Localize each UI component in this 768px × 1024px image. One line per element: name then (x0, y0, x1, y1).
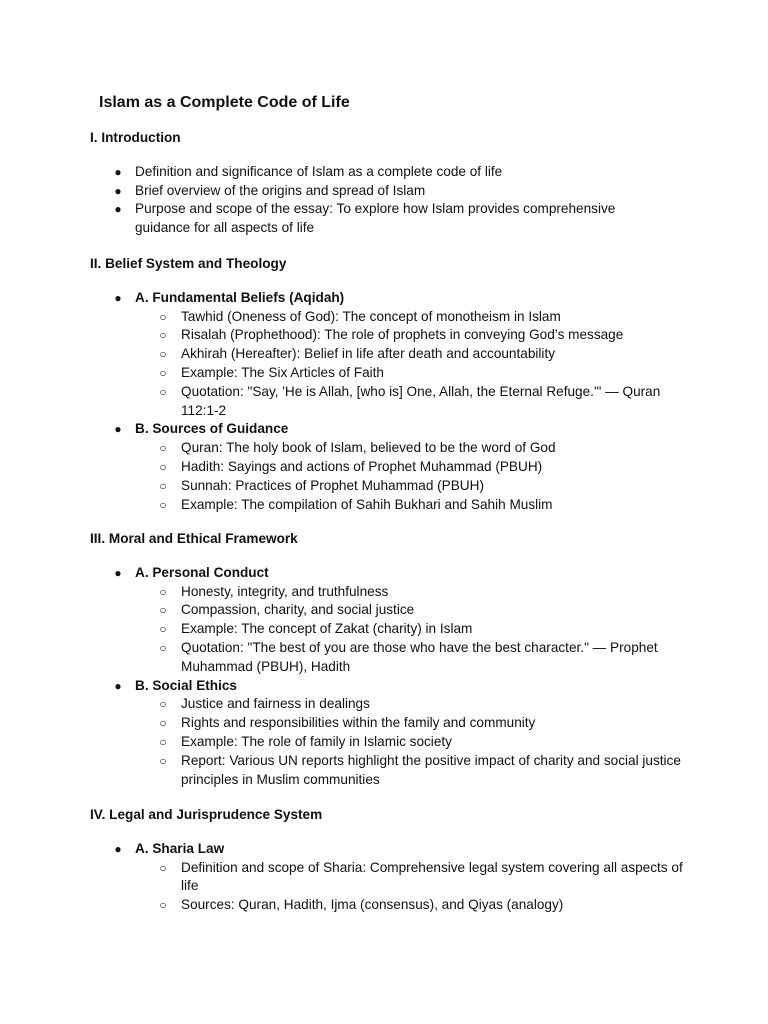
section-heading: I. Introduction (90, 130, 181, 145)
sub-list-item-text: Tawhid (Oneness of God): The concept of monotheism in Islam (181, 308, 561, 324)
sub-list-item (90, 583, 690, 602)
list-item (90, 200, 690, 238)
sub-list-item-text: Risalah (Prophethood): The role of prophets in conveying God’s message (181, 327, 624, 343)
filled-bullet-icon: ● (114, 678, 122, 693)
filled-bullet-icon: ● (114, 202, 122, 217)
filled-bullet-icon: ● (114, 183, 122, 198)
sub-list-item (90, 383, 690, 421)
sub-list-item-text: Rights and responsibilities within the family and community (181, 715, 536, 731)
sub-list-item-text: Quotation: "The best of you are those who have the best character." — Prophet Muhammad (PBUH), Hadith (181, 639, 658, 674)
list-item (90, 420, 690, 439)
sub-list-item (90, 896, 690, 915)
list-item (90, 564, 690, 583)
sub-list-item-text: Definition and scope of Sharia: Comprehensive legal system covering all aspects of life (181, 859, 683, 894)
filled-bullet-icon: ● (114, 290, 122, 305)
bullet-list (90, 289, 690, 515)
sub-list-item-text: Sunnah: Practices of Prophet Muhammad (PBUH) (181, 477, 484, 493)
hollow-bullet-icon: ○ (159, 860, 167, 875)
sub-list-item (90, 308, 690, 327)
sub-list-item-text: Quotation: "Say, 'He is Allah, [who is] One, Allah, the Eternal Refuge.'" — Quran 112:1-2 (181, 383, 661, 418)
section-legal-system (90, 806, 690, 915)
hollow-bullet-icon: ○ (159, 497, 167, 512)
subsection-label: A. Sharia Law (135, 840, 225, 856)
sub-list-item-text: Sources: Quran, Hadith, Ijma (consensus), and Qiyas (analogy) (181, 897, 564, 913)
subsection-label: B. Social Ethics (135, 677, 237, 693)
list-item (90, 840, 690, 859)
sub-list-item (90, 752, 690, 790)
list-item-text: Brief overview of the origins and spread of Islam (135, 182, 426, 198)
sub-list-item-text: Report: Various UN reports highlight the positive impact of charity and social justice principles in Muslim communities (181, 752, 681, 787)
sub-list-item (90, 859, 690, 897)
hollow-bullet-icon: ○ (159, 328, 167, 343)
sub-list-item-text: Hadith: Sayings and actions of Prophet Muhammad (PBUH) (181, 458, 543, 474)
sub-list-item (90, 345, 690, 364)
hollow-bullet-icon: ○ (159, 898, 167, 913)
list-item (90, 677, 690, 696)
sub-list-item (90, 733, 690, 752)
sub-list-item (90, 326, 690, 345)
document-title: Islam as a Complete Code of Life (99, 94, 350, 111)
sub-list-item (90, 477, 690, 496)
filled-bullet-icon: ● (114, 422, 122, 437)
hollow-bullet-icon: ○ (159, 384, 167, 399)
sub-list-item (90, 458, 690, 477)
sub-list-item-text: Akhirah (Hereafter): Belief in life after death and accountability (181, 346, 556, 362)
sub-list-item-text: Example: The Six Articles of Faith (181, 364, 384, 380)
filled-bullet-icon: ● (114, 164, 122, 179)
sub-list-item (90, 714, 690, 733)
hollow-bullet-icon: ○ (159, 365, 167, 380)
section-heading: II. Belief System and Theology (90, 256, 287, 271)
sub-list-item-text: Justice and fairness in dealings (181, 696, 370, 712)
hollow-bullet-icon: ○ (159, 584, 167, 599)
bullet-list (90, 564, 690, 790)
sub-list-item-text: Example: The role of family in Islamic society (181, 733, 452, 749)
sub-list-item (90, 601, 690, 620)
bullet-list (90, 163, 690, 238)
hollow-bullet-icon: ○ (159, 441, 167, 456)
hollow-bullet-icon: ○ (159, 603, 167, 618)
section-introduction (90, 129, 690, 238)
filled-bullet-icon: ● (114, 565, 122, 580)
hollow-bullet-icon: ○ (159, 347, 167, 362)
hollow-bullet-icon: ○ (159, 734, 167, 749)
list-item-text: Definition and significance of Islam as a complete code of life (135, 163, 503, 179)
subsection-label: B. Sources of Guidance (135, 421, 289, 437)
hollow-bullet-icon: ○ (159, 622, 167, 637)
sub-list-item-text: Example: The compilation of Sahih Bukhari and Sahih Muslim (181, 496, 553, 512)
bullet-list (90, 840, 690, 915)
section-heading: III. Moral and Ethical Framework (90, 531, 298, 546)
sub-list-item-text: Honesty, integrity, and truthfulness (181, 583, 389, 599)
sub-list-item (90, 364, 690, 383)
hollow-bullet-icon: ○ (159, 697, 167, 712)
list-item (90, 289, 690, 308)
subsection-label: A. Fundamental Beliefs (Aqidah) (135, 289, 345, 305)
section-heading: IV. Legal and Jurisprudence System (90, 807, 323, 822)
sub-list-item (90, 620, 690, 639)
sub-list-item (90, 695, 690, 714)
hollow-bullet-icon: ○ (159, 640, 167, 655)
filled-bullet-icon: ● (114, 841, 122, 856)
sub-list-item-text: Compassion, charity, and social justice (181, 602, 415, 618)
sub-list-item-text: Quran: The holy book of Islam, believed to be the word of God (181, 440, 556, 456)
list-item (90, 182, 690, 201)
list-item-text: Purpose and scope of the essay: To explore how Islam provides comprehensive guidance for all aspects of life (135, 201, 616, 236)
hollow-bullet-icon: ○ (159, 309, 167, 324)
sub-list-item (90, 439, 690, 458)
sub-list-item (90, 639, 690, 677)
section-belief-system (90, 255, 690, 514)
section-moral-framework (90, 530, 690, 789)
hollow-bullet-icon: ○ (159, 716, 167, 731)
hollow-bullet-icon: ○ (159, 459, 167, 474)
subsection-label: A. Personal Conduct (135, 564, 269, 580)
hollow-bullet-icon: ○ (159, 753, 167, 768)
list-item (90, 163, 690, 182)
sub-list-item (90, 496, 690, 515)
hollow-bullet-icon: ○ (159, 478, 167, 493)
sub-list-item-text: Example: The concept of Zakat (charity) in Islam (181, 621, 473, 637)
